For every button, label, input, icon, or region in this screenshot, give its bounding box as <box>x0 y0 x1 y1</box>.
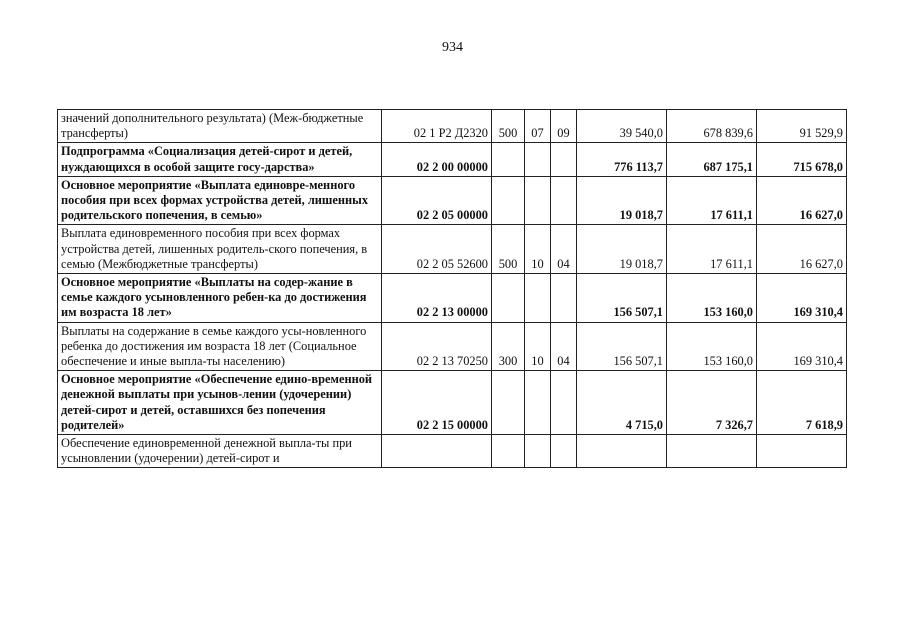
cell-value-2: 7 326,7 <box>667 371 757 435</box>
cell-value-1: 39 540,0 <box>577 110 667 143</box>
cell-name: Выплата единовременного пособия при всех формах устройства детей, лишенных родитель-ского попечения, в семью (Межбюджетные трансферты) <box>58 225 382 274</box>
table-row <box>58 274 847 323</box>
cell-name: значений дополнительного результата) (Меж-бюджетные трансферты) <box>58 110 382 143</box>
cell-pr: 09 <box>551 110 577 143</box>
cell-name: Основное мероприятие «Обеспечение едино-временной денежной выплаты при усынов-лении (удочерении) детей-сирот и детей, оставшихся без попечения родителей» <box>58 371 382 435</box>
table-row <box>58 435 847 468</box>
cell-rz <box>525 371 551 435</box>
cell-name: Выплаты на содержание в семье каждого усы-новленного ребенка до достижения им возраста 18 лет (Социальное обеспечение и иные выпла-ты населению) <box>58 322 382 371</box>
cell-value-1: 156 507,1 <box>577 274 667 323</box>
cell-rz: 07 <box>525 110 551 143</box>
cell-pr <box>551 176 577 225</box>
cell-value-2: 687 175,1 <box>667 143 757 176</box>
table-row <box>58 371 847 435</box>
table-row <box>58 110 847 143</box>
cell-rz <box>525 435 551 468</box>
table-row <box>58 225 847 274</box>
cell-name: Основное мероприятие «Выплата единовре-менного пособия при всех формах устройства детей, лишенных родительского попечения, в семью» <box>58 176 382 225</box>
cell-pr: 04 <box>551 322 577 371</box>
cell-vr <box>492 143 525 176</box>
cell-code <box>382 435 492 468</box>
cell-vr: 500 <box>492 225 525 274</box>
cell-value-2 <box>667 435 757 468</box>
cell-rz <box>525 274 551 323</box>
cell-value-1: 776 113,7 <box>577 143 667 176</box>
cell-name: Обеспечение единовременной денежной выпла-ты при усыновлении (удочерении) детей-сирот и <box>58 435 382 468</box>
table-row <box>58 322 847 371</box>
cell-value-2: 17 611,1 <box>667 225 757 274</box>
cell-vr <box>492 371 525 435</box>
cell-rz: 10 <box>525 322 551 371</box>
cell-code: 02 2 13 70250 <box>382 322 492 371</box>
cell-vr: 300 <box>492 322 525 371</box>
cell-name: Основное мероприятие «Выплаты на содер-жание в семье каждого усыновленного ребен-ка до достижения им возраста 18 лет» <box>58 274 382 323</box>
cell-value-1: 19 018,7 <box>577 225 667 274</box>
cell-value-1: 4 715,0 <box>577 371 667 435</box>
cell-value-3: 91 529,9 <box>757 110 847 143</box>
table-row <box>58 176 847 225</box>
cell-value-2: 153 160,0 <box>667 322 757 371</box>
cell-value-2: 153 160,0 <box>667 274 757 323</box>
cell-vr <box>492 274 525 323</box>
cell-pr <box>551 143 577 176</box>
budget-table <box>57 109 847 468</box>
cell-value-3: 715 678,0 <box>757 143 847 176</box>
cell-rz <box>525 143 551 176</box>
cell-code: 02 2 05 00000 <box>382 176 492 225</box>
cell-pr: 04 <box>551 225 577 274</box>
cell-value-3: 16 627,0 <box>757 225 847 274</box>
cell-pr <box>551 371 577 435</box>
table-row <box>58 143 847 176</box>
cell-code: 02 2 00 00000 <box>382 143 492 176</box>
cell-pr <box>551 435 577 468</box>
cell-value-2: 17 611,1 <box>667 176 757 225</box>
cell-value-3 <box>757 435 847 468</box>
cell-value-3: 169 310,4 <box>757 322 847 371</box>
cell-value-1 <box>577 435 667 468</box>
cell-vr <box>492 435 525 468</box>
cell-value-3: 7 618,9 <box>757 371 847 435</box>
page-number: 934 <box>442 40 463 55</box>
cell-rz <box>525 176 551 225</box>
cell-code: 02 2 13 00000 <box>382 274 492 323</box>
cell-rz: 10 <box>525 225 551 274</box>
cell-value-1: 19 018,7 <box>577 176 667 225</box>
cell-value-3: 16 627,0 <box>757 176 847 225</box>
cell-value-2: 678 839,6 <box>667 110 757 143</box>
cell-vr: 500 <box>492 110 525 143</box>
cell-code: 02 2 05 52600 <box>382 225 492 274</box>
cell-pr <box>551 274 577 323</box>
cell-vr <box>492 176 525 225</box>
cell-code: 02 2 15 00000 <box>382 371 492 435</box>
cell-value-3: 169 310,4 <box>757 274 847 323</box>
cell-name: Подпрограмма «Социализация детей-сирот и детей, нуждающихся в особой защите госу-дарства» <box>58 143 382 176</box>
cell-code: 02 1 Р2 Д2320 <box>382 110 492 143</box>
cell-value-1: 156 507,1 <box>577 322 667 371</box>
